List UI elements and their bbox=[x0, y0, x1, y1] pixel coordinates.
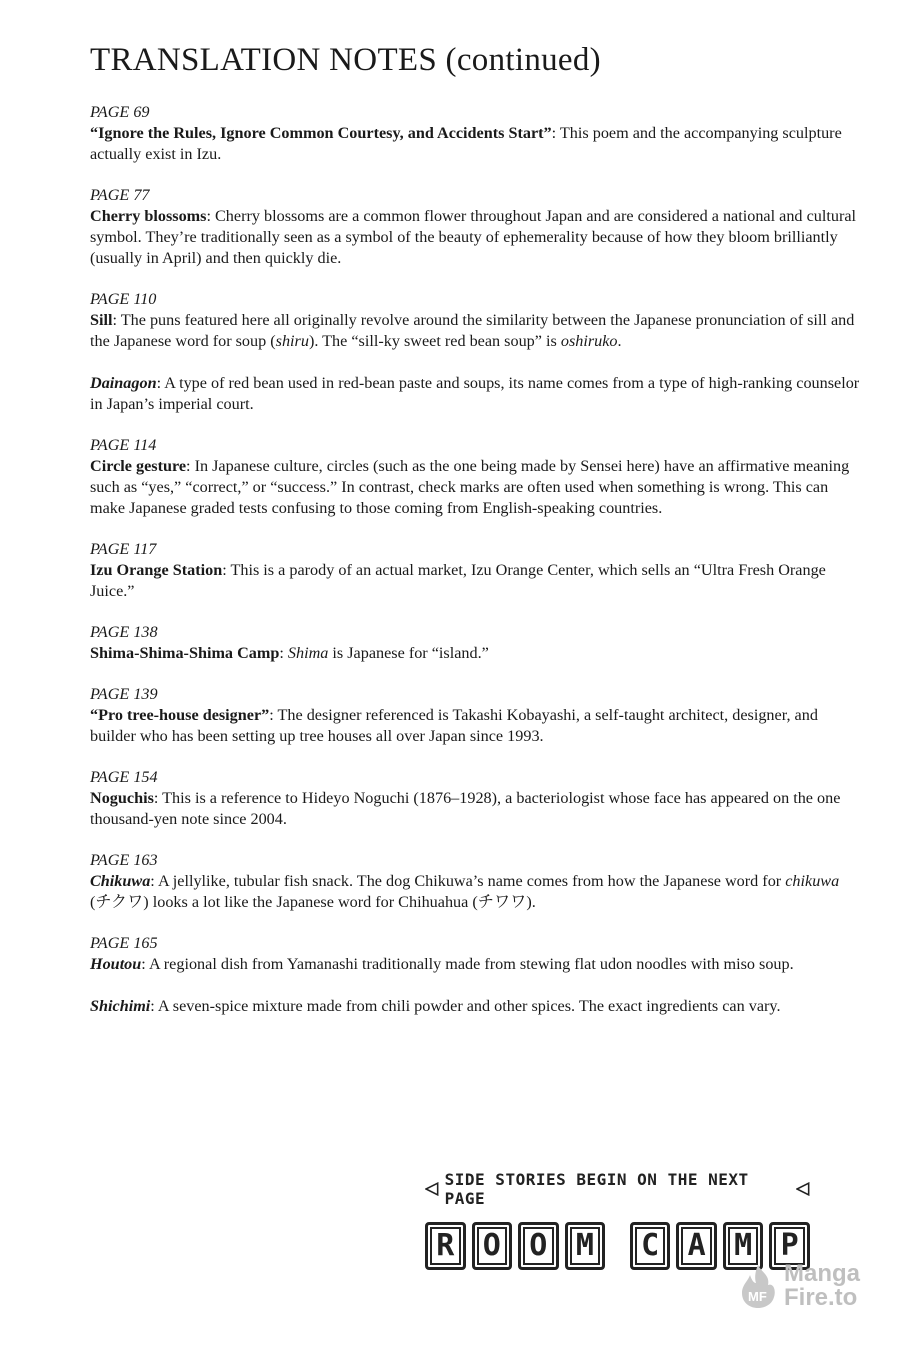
watermark-text bbox=[784, 1262, 860, 1310]
notes-list bbox=[90, 102, 860, 1017]
note-term: “Pro tree-house designer” bbox=[90, 706, 270, 724]
note-text: : A regional dish from Yamanashi traditionally made from stewing flat udon noodles with miso soup. bbox=[141, 955, 794, 973]
note-text: : This poem and the accompanying sculpture actually exist in Izu. bbox=[90, 124, 842, 163]
note-block bbox=[90, 767, 860, 830]
note-entry bbox=[90, 954, 860, 975]
note-block bbox=[90, 850, 860, 913]
note-term: Izu Orange Station bbox=[90, 561, 223, 579]
note-entry bbox=[90, 123, 860, 165]
note-page-label: PAGE 110 bbox=[90, 290, 157, 308]
note-text: : bbox=[279, 644, 288, 662]
note-text: (チクワ) looks a lot like the Japanese word for Chihuahua (チワワ). bbox=[90, 893, 536, 911]
logo-letter: P bbox=[769, 1222, 810, 1270]
note-block bbox=[90, 933, 860, 1017]
note-entry bbox=[90, 373, 860, 415]
note-block bbox=[90, 539, 860, 602]
note-entry bbox=[90, 996, 860, 1017]
mangafire-watermark bbox=[738, 1262, 860, 1310]
logo-letter: O bbox=[472, 1222, 513, 1270]
translation-notes-page bbox=[90, 40, 860, 1037]
note-page-label: PAGE 114 bbox=[90, 436, 157, 454]
note-entry bbox=[90, 310, 860, 352]
watermark-line-2: Fire.to bbox=[784, 1284, 858, 1311]
note-entry bbox=[90, 788, 860, 830]
note-entry bbox=[90, 206, 860, 269]
note-term: Noguchis bbox=[90, 789, 154, 807]
page-title: TRANSLATION NOTES (continued) bbox=[90, 42, 601, 78]
note-term: Dainagon bbox=[90, 374, 157, 392]
note-block bbox=[90, 289, 860, 415]
note-term: Houtou bbox=[90, 955, 142, 973]
side-stories-text: SIDE STORIES BEGIN ON THE NEXT PAGE bbox=[444, 1170, 749, 1208]
note-entry bbox=[90, 871, 860, 913]
logo-letter: R bbox=[425, 1222, 466, 1270]
logo-letter: C bbox=[630, 1222, 671, 1270]
note-text: : A seven-spice mixture made from chili powder and other spices. The exact ingredients can vary. bbox=[150, 997, 781, 1015]
left-triangle-icon bbox=[796, 1182, 810, 1196]
note-text: : A type of red bean used in red-bean paste and soups, its name comes from a type of high-ranking counselor in Japan’s imperial court. bbox=[90, 374, 860, 413]
note-text: : This is a parody of an actual market, Izu Orange Center, which sells an “Ultra Fresh Orange Juice.” bbox=[90, 561, 826, 600]
svg-text:MF: MF bbox=[748, 1289, 767, 1304]
note-text: . bbox=[617, 332, 622, 350]
note-text: : Cherry blossoms are a common flower throughout Japan and are considered a national and cultural symbol. They’re traditionally seen as a symbol of the beauty of ephemerality because of how they bloom brilliantly (usually in April) and then quickly die. bbox=[90, 207, 857, 267]
logo-letter: O bbox=[518, 1222, 559, 1270]
note-page-label: PAGE 139 bbox=[90, 685, 158, 703]
note-page-label: PAGE 138 bbox=[90, 623, 158, 641]
logo-letter: A bbox=[676, 1222, 717, 1270]
note-emphasis: Shima bbox=[287, 644, 329, 662]
note-term: Shichimi bbox=[90, 997, 151, 1015]
note-page-label: PAGE 69 bbox=[90, 103, 150, 121]
logo-letter: M bbox=[565, 1222, 606, 1270]
left-triangle-icon bbox=[425, 1182, 439, 1196]
note-term: Sill bbox=[90, 311, 113, 329]
note-block bbox=[90, 684, 860, 747]
note-emphasis: shiru bbox=[275, 332, 309, 350]
note-text: : This is a reference to Hideyo Noguchi (1876–1928), a bacteriologist whose face has appeared on the one thousand-yen note since 2004. bbox=[90, 789, 841, 828]
note-block bbox=[90, 185, 860, 269]
note-emphasis: chikuwa bbox=[785, 872, 840, 890]
note-page-label: PAGE 165 bbox=[90, 934, 158, 952]
note-text: : The designer referenced is Takashi Kobayashi, a self-taught architect, designer, and builder who has been setting up tree houses all over Japan since 1993. bbox=[90, 706, 818, 745]
footer bbox=[425, 1170, 810, 1270]
note-term: Chikuwa bbox=[90, 872, 151, 890]
note-page-label: PAGE 77 bbox=[90, 186, 150, 204]
logo-letter: M bbox=[723, 1222, 764, 1270]
note-block bbox=[90, 435, 860, 519]
note-block bbox=[90, 622, 860, 664]
note-term: Circle gesture bbox=[90, 457, 187, 475]
note-term: Cherry blossoms bbox=[90, 207, 207, 225]
note-entry bbox=[90, 705, 860, 747]
watermark-line-1: Manga bbox=[784, 1260, 861, 1287]
note-text: : In Japanese culture, circles (such as the one being made by Sensei here) have an affirmative meaning such as “yes,” “correct,” or “success.” In contrast, check marks are often used when something is wrong. This can make Japanese graded tests confusing to those coming from English-speaking countries. bbox=[90, 457, 850, 517]
note-term: Shima-Shima-Shima Camp bbox=[90, 644, 280, 662]
note-text: is Japanese for “island.” bbox=[328, 644, 489, 662]
note-text: : The puns featured here all originally revolve around the similarity between the Japanese pronunciation of sill and the Japanese word for soup ( bbox=[90, 311, 855, 350]
note-entry bbox=[90, 560, 860, 602]
note-block bbox=[90, 102, 860, 165]
note-text: ). The “sill-ky sweet red bean soup” is bbox=[308, 332, 561, 350]
note-text: : A jellylike, tubular fish snack. The dog Chikuwa’s name comes from how the Japanese word for bbox=[150, 872, 786, 890]
note-emphasis: oshiruko bbox=[560, 332, 618, 350]
side-stories-line bbox=[425, 1170, 810, 1208]
note-entry bbox=[90, 643, 860, 664]
note-term: “Ignore the Rules, Ignore Common Courtesy, and Accidents Start” bbox=[90, 124, 552, 142]
note-page-label: PAGE 163 bbox=[90, 851, 158, 869]
note-entry bbox=[90, 456, 860, 519]
mangafire-flame-icon bbox=[738, 1263, 778, 1309]
note-page-label: PAGE 117 bbox=[90, 540, 157, 558]
note-page-label: PAGE 154 bbox=[90, 768, 158, 786]
